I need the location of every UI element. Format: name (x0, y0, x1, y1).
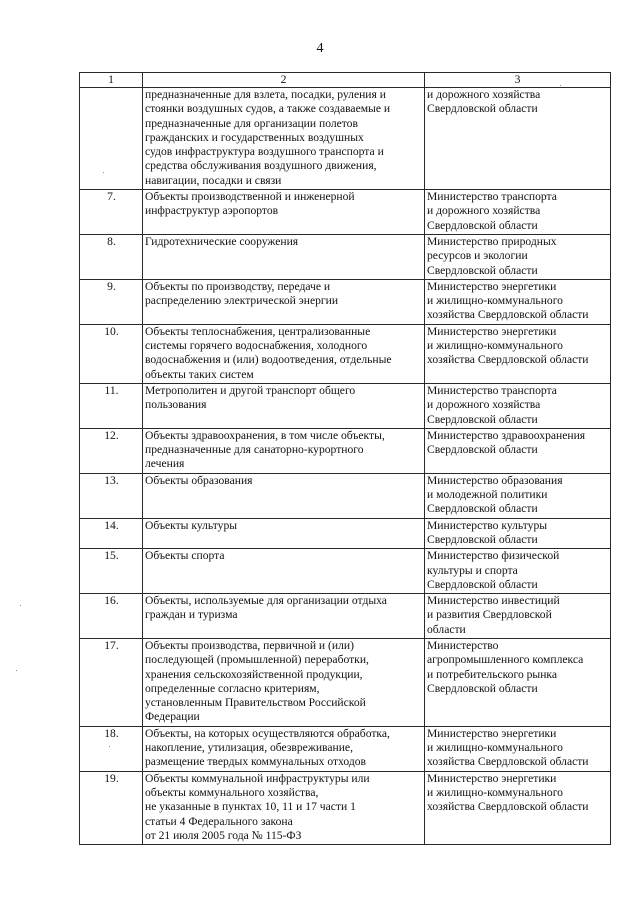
row-number: 12. (80, 428, 143, 473)
table-row (80, 726, 611, 771)
responsible-ministry: Министерство физической культуры и спорта Свердловской области (425, 549, 611, 594)
row-number: 19. (80, 771, 143, 844)
responsible-ministry: Министерство агропромышленного комплекса и потребительского рынка Свердловской области (425, 638, 611, 726)
responsible-ministry: Министерство энергетики и жилищно-коммунального хозяйства Свердловской области (425, 279, 611, 324)
responsible-ministry: Министерство энергетики и жилищно-коммунального хозяйства Свердловской области (425, 324, 611, 383)
row-number: 16. (80, 594, 143, 639)
object-description: Гидротехнические сооружения (143, 234, 425, 279)
table-row (80, 234, 611, 279)
responsible-ministry: Министерство образования и молодежной политики Свердловской области (425, 473, 611, 518)
object-description: Метрополитен и другой транспорт общего пользования (143, 383, 425, 428)
table-row (80, 324, 611, 383)
object-description: Объекты производства, первичной и (или) последующей (промышленной) переработки, хранения сельскохозяйственной продукции, определенные согласно критериям, установленным Правительством Российской Федерации (143, 638, 425, 726)
table-row (80, 518, 611, 549)
object-description: Объекты здравоохранения, в том числе объекты, предназначенные для санаторно-курортного лечения (143, 428, 425, 473)
row-number: 9. (80, 279, 143, 324)
objects-table (79, 72, 611, 845)
responsible-ministry: Министерство природных ресурсов и экологии Свердловской области (425, 234, 611, 279)
responsible-ministry: Министерство культуры Свердловской области (425, 518, 611, 549)
row-number: 8. (80, 234, 143, 279)
scan-speck (20, 605, 21, 606)
table-header (80, 73, 611, 88)
responsible-ministry: Министерство энергетики и жилищно-коммунального хозяйства Свердловской области (425, 771, 611, 844)
object-description: Объекты теплоснабжения, централизованные системы горячего водоснабжения, холодного водоснабжения и (или) водоотведения, отдельные объекты таких систем (143, 324, 425, 383)
responsible-ministry: Министерство здравоохранения Свердловской области (425, 428, 611, 473)
column-header-ministry: 3 (425, 73, 611, 88)
table-row (80, 279, 611, 324)
object-description: предназначенные для взлета, посадки, руления и стоянки воздушных судов, а также создаваемые и предназначенные для организации полетов гражданских и государственных воздушных судов инфраструктура воздушного транспорта и средства обслуживания воздушного движения, навигации, посадки и связи (143, 88, 425, 190)
table-row (80, 383, 611, 428)
column-header-object: 2 (143, 73, 425, 88)
object-description: Объекты образования (143, 473, 425, 518)
responsible-ministry: Министерство транспорта и дорожного хозяйства Свердловской области (425, 190, 611, 235)
table-row (80, 638, 611, 726)
responsible-ministry: Министерство энергетики и жилищно-коммунального хозяйства Свердловской области (425, 726, 611, 771)
row-number: 7. (80, 190, 143, 235)
table-row (80, 771, 611, 844)
scan-speck (103, 172, 104, 173)
table-row (80, 594, 611, 639)
table-row (80, 549, 611, 594)
object-description: Объекты производственной и инженерной инфраструктур аэропортов (143, 190, 425, 235)
table-row (80, 473, 611, 518)
header-row (80, 73, 611, 88)
object-description: Объекты спорта (143, 549, 425, 594)
row-number: 10. (80, 324, 143, 383)
row-number: 11. (80, 383, 143, 428)
row-number: 13. (80, 473, 143, 518)
row-number: 17. (80, 638, 143, 726)
table-body (80, 88, 611, 845)
table-row (80, 88, 611, 190)
page-number: 4 (316, 41, 324, 56)
responsible-ministry: Министерство транспорта и дорожного хозяйства Свердловской области (425, 383, 611, 428)
table-row (80, 190, 611, 235)
scan-speck (109, 746, 110, 747)
row-number: 15. (80, 549, 143, 594)
object-description: Объекты культуры (143, 518, 425, 549)
object-description: Объекты по производству, передаче и распределению электрической энергии (143, 279, 425, 324)
responsible-ministry: Министерство инвестиций и развития Свердловской области (425, 594, 611, 639)
row-number: 18. (80, 726, 143, 771)
table-row (80, 428, 611, 473)
responsible-ministry: и дорожного хозяйства Свердловской области (425, 88, 611, 190)
object-description: Объекты, на которых осуществляются обработка, накопление, утилизация, обезвреживание, размещение твердых коммунальных отходов (143, 726, 425, 771)
object-description: Объекты коммунальной инфраструктуры или объекты коммунального хозяйства, не указанные в пунктах 10, 11 и 17 части 1 статьи 4 Федерального закона от 21 июля 2005 года № 115-ФЗ (143, 771, 425, 844)
row-number: 14. (80, 518, 143, 549)
column-header-number: 1 (80, 73, 143, 88)
scan-speck (16, 670, 17, 671)
object-description: Объекты, используемые для организации отдыха граждан и туризма (143, 594, 425, 639)
row-number (80, 88, 143, 190)
scan-speck (560, 85, 561, 86)
